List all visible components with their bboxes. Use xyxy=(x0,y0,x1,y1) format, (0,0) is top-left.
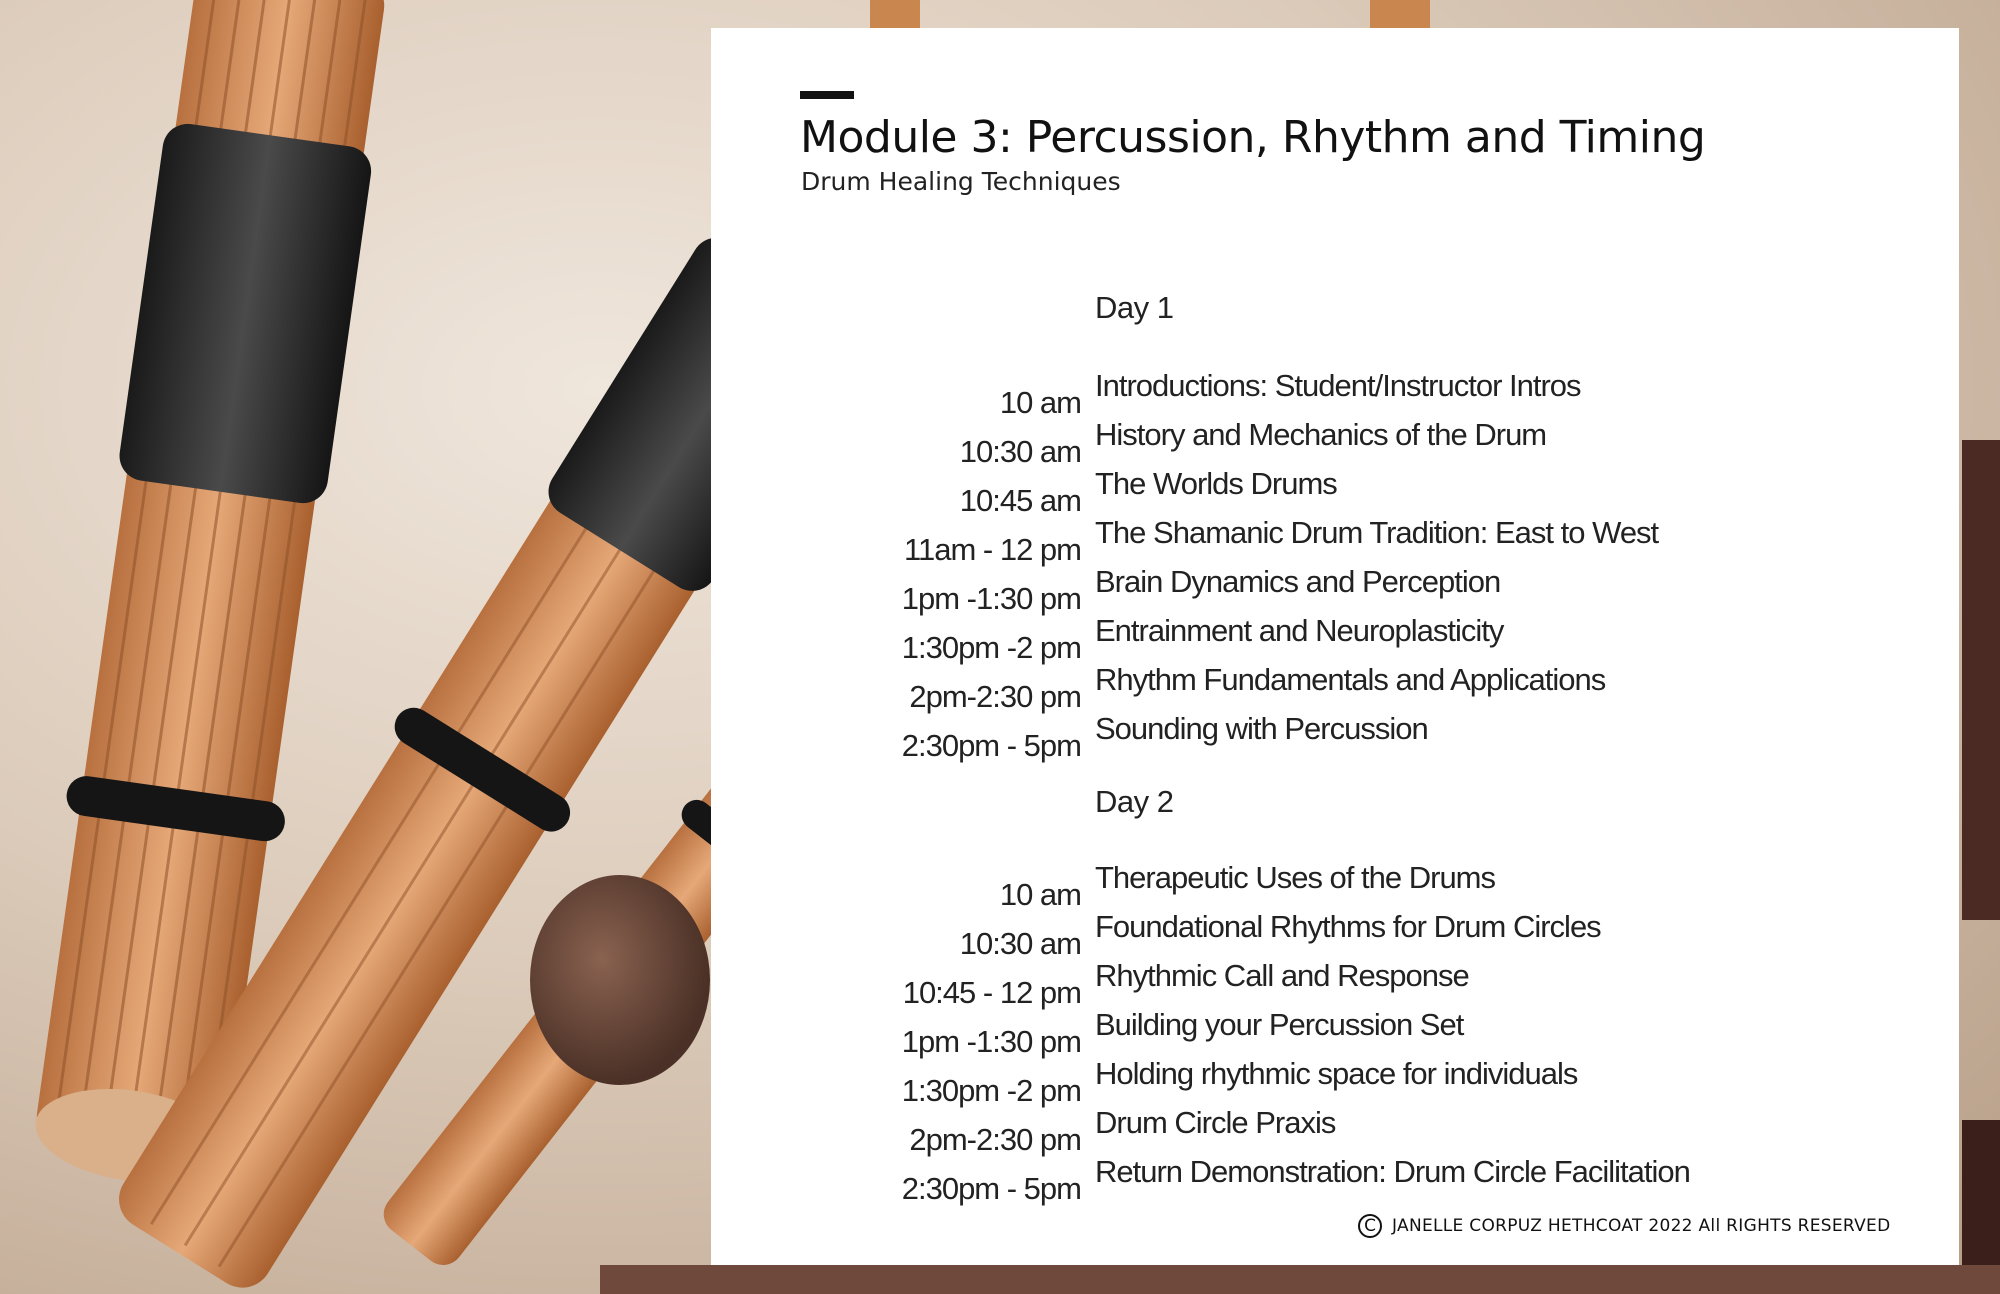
session-time: 11am - 12 pm xyxy=(904,532,1081,567)
session-topic: Brain Dynamics and Perception xyxy=(1095,564,1501,599)
session-topic: Drum Circle Praxis xyxy=(1095,1105,1336,1140)
session-time: 10 am xyxy=(999,877,1081,912)
session-topic: Rhythmic Call and Response xyxy=(1095,958,1469,993)
session-time: 1:30pm -2 pm xyxy=(901,630,1081,665)
day-label: Day 1 xyxy=(1095,290,1174,325)
session-time: 10:30 am xyxy=(959,434,1081,469)
session-topic: Foundational Rhythms for Drum Circles xyxy=(1095,909,1601,944)
title-accent-bar xyxy=(800,91,854,99)
session-topic: Return Demonstration: Drum Circle Facilitation xyxy=(1095,1154,1690,1189)
copyright-icon: C xyxy=(1358,1214,1382,1238)
session-time: 10:45 am xyxy=(959,483,1081,518)
session-time: 1:30pm -2 pm xyxy=(901,1073,1081,1108)
session-topic: Building your Percussion Set xyxy=(1095,1007,1464,1042)
session-time: 2:30pm - 5pm xyxy=(901,728,1081,763)
day-label: Day 2 xyxy=(1095,784,1174,819)
day-1-schedule xyxy=(711,290,1959,770)
copyright-text: JANELLE CORPUZ HETHCOAT 2022 All RIGHTS RESERVED xyxy=(1392,1216,1891,1236)
session-time: 2:30pm - 5pm xyxy=(901,1171,1081,1206)
session-time: 2pm-2:30 pm xyxy=(909,679,1081,714)
session-time: 1pm -1:30 pm xyxy=(901,1024,1081,1059)
session-topic: Holding rhythmic space for individuals xyxy=(1095,1056,1578,1091)
session-topic: Therapeutic Uses of the Drums xyxy=(1095,860,1496,895)
session-topic: The Worlds Drums xyxy=(1095,466,1337,501)
session-topic: Entrainment and Neuroplasticity xyxy=(1095,613,1504,648)
page-subtitle: Drum Healing Techniques xyxy=(801,167,1121,196)
session-time: 1pm -1:30 pm xyxy=(901,581,1081,616)
day-2-schedule xyxy=(711,784,1959,1214)
session-time: 2pm-2:30 pm xyxy=(909,1122,1081,1157)
copyright-footer xyxy=(1358,1210,1890,1242)
session-time: 10:30 am xyxy=(959,926,1081,961)
session-topic: History and Mechanics of the Drum xyxy=(1095,417,1547,452)
schedule-card xyxy=(711,28,1959,1265)
session-topic: The Shamanic Drum Tradition: East to West xyxy=(1095,515,1659,550)
page-title: Module 3: Percussion, Rhythm and Timing xyxy=(800,112,1706,163)
session-topic: Introductions: Student/Instructor Intros xyxy=(1095,368,1581,403)
session-topic: Sounding with Percussion xyxy=(1095,711,1428,746)
session-time: 10:45 - 12 pm xyxy=(902,975,1081,1010)
session-time: 10 am xyxy=(999,385,1081,420)
session-topic: Rhythm Fundamentals and Applications xyxy=(1095,662,1606,697)
